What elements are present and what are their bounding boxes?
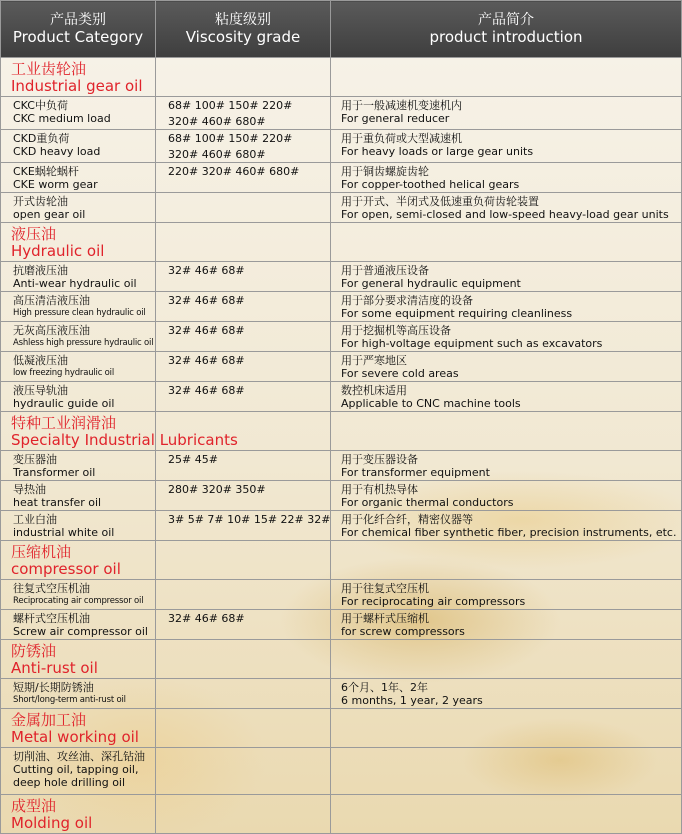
product-intro-en: For organic thermal conductors	[341, 496, 514, 509]
header-intro	[331, 1, 682, 58]
viscosity-grade-line: 32# 46# 68#	[168, 264, 245, 277]
product-name-cn: 螺杆式空压机油	[13, 612, 90, 625]
section-intro-cell	[331, 709, 682, 748]
section-title-cell	[1, 795, 156, 834]
product-name-cell	[1, 130, 156, 163]
section-header-row	[1, 223, 682, 262]
product-name-cn: 低凝液压油	[13, 354, 68, 367]
product-intro-en: For chemical fiber synthetic fiber, precision instruments, etc.	[341, 526, 677, 539]
viscosity-grade-line: 32# 46# 68#	[168, 354, 245, 367]
viscosity-grade-line: 320# 460# 680#	[168, 148, 266, 161]
product-name-cn: CKD重负荷	[13, 132, 70, 145]
section-title-en: Metal working oil	[11, 728, 139, 746]
product-name-en: High pressure clean hydraulic oil	[13, 308, 146, 318]
product-intro-cn: 用于螺杆式压缩机	[341, 612, 429, 625]
viscosity-grade-cell	[156, 130, 331, 163]
product-intro-cell	[331, 193, 682, 223]
section-title-cn: 成型油	[11, 797, 57, 815]
product-intro-cn: 数控机床适用	[341, 384, 407, 397]
product-intro-en: For transformer equipment	[341, 466, 490, 479]
table-body	[1, 58, 682, 834]
product-name-cn: 工业白油	[13, 513, 57, 526]
product-name-en: Ashless high pressure hydraulic oil	[13, 338, 154, 348]
product-name-en: Reciprocating air compressor oil	[13, 596, 144, 606]
product-name-en: CKC medium load	[13, 112, 111, 125]
section-intro-cell	[331, 795, 682, 834]
section-title-cn: 金属加工油	[11, 711, 87, 729]
header-category-cn: 产品类别	[50, 12, 106, 28]
product-row	[1, 292, 682, 322]
product-row	[1, 262, 682, 292]
product-intro-cell	[331, 262, 682, 292]
viscosity-grade-line: 32# 46# 68#	[168, 294, 245, 307]
product-name-en: Cutting oil, tapping oil,	[13, 763, 139, 776]
section-title-cell	[1, 58, 156, 97]
product-name-cn: 变压器油	[13, 453, 57, 466]
product-intro-cn: 用于严寒地区	[341, 354, 407, 367]
product-row	[1, 352, 682, 382]
product-intro-cn: 6个月、1年、2年	[341, 681, 428, 694]
product-intro-cn: 用于往复式空压机	[341, 582, 429, 595]
section-header-row	[1, 58, 682, 97]
section-header-row	[1, 640, 682, 679]
header-viscosity-cn: 粘度级别	[215, 12, 271, 28]
product-row	[1, 163, 682, 193]
product-intro-cn: 用于铜齿螺旋齿轮	[341, 165, 429, 178]
product-name-cell	[1, 322, 156, 352]
viscosity-grade-line: 320# 460# 680#	[168, 115, 266, 128]
product-intro-en: 6 months, 1 year, 2 years	[341, 694, 483, 707]
section-viscosity-cell	[156, 709, 331, 748]
product-name-cell	[1, 481, 156, 511]
section-title-cn: 工业齿轮油	[11, 60, 87, 78]
viscosity-grade-line: 220# 320# 460# 680#	[168, 165, 300, 178]
section-title-en: Specialty Industrial Lubricants	[11, 431, 238, 449]
product-row	[1, 580, 682, 610]
product-name-cn: 高压清洁液压油	[13, 294, 90, 307]
viscosity-grade-line: 280# 320# 350#	[168, 483, 266, 496]
product-name-cell	[1, 610, 156, 640]
product-intro-en: For high-voltage equipment such as excavators	[341, 337, 603, 350]
product-intro-en: For severe cold areas	[341, 367, 459, 380]
section-intro-cell	[331, 58, 682, 97]
product-name-cn: 无灰高压液压油	[13, 324, 90, 337]
product-name-en: Screw air compressor oil	[13, 625, 148, 638]
product-intro-cn: 用于普通液压设备	[341, 264, 429, 277]
product-intro-cell	[331, 352, 682, 382]
header-category	[1, 1, 156, 58]
product-row	[1, 679, 682, 709]
product-name-en: CKD heavy load	[13, 145, 101, 158]
product-intro-en: For general hydraulic equipment	[341, 277, 521, 290]
product-intro-cell	[331, 130, 682, 163]
product-intro-cn: 用于开式、半闭式及低速重负荷齿轮装置	[341, 195, 539, 208]
product-intro-en: For some equipment requiring cleanliness	[341, 307, 573, 320]
product-name-cell	[1, 580, 156, 610]
section-intro-cell	[331, 412, 682, 451]
header-intro-cn: 产品简介	[478, 12, 534, 28]
product-intro-en: For heavy loads or large gear units	[341, 145, 534, 158]
product-intro-cell	[331, 97, 682, 130]
section-viscosity-cell	[156, 795, 331, 834]
product-intro-cell	[331, 382, 682, 412]
viscosity-grade-cell	[156, 352, 331, 382]
product-row	[1, 130, 682, 163]
product-row	[1, 511, 682, 541]
section-header-row	[1, 541, 682, 580]
product-name-cell	[1, 292, 156, 322]
product-intro-cell	[331, 511, 682, 541]
product-intro-cell	[331, 580, 682, 610]
viscosity-grade-line: 25# 45#	[168, 453, 218, 466]
product-intro-cn: 用于有机热导体	[341, 483, 418, 496]
viscosity-grade-line: 3# 5# 7# 10# 15# 22# 32#	[168, 513, 331, 526]
product-name-cn: 短期/长期防锈油	[13, 681, 94, 694]
section-viscosity-cell	[156, 541, 331, 580]
product-row	[1, 193, 682, 223]
product-intro-cell	[331, 451, 682, 481]
product-intro-cn: 用于挖掘机等高压设备	[341, 324, 451, 337]
product-intro-cell	[331, 679, 682, 709]
section-viscosity-cell	[156, 58, 331, 97]
product-intro-cn: 用于一般减速机变速机内	[341, 99, 462, 112]
product-name-en: Transformer oil	[13, 466, 96, 479]
product-intro-cn: 用于部分要求清洁度的设备	[341, 294, 473, 307]
table-header-row	[1, 1, 682, 58]
product-row	[1, 451, 682, 481]
section-title-cn: 液压油	[11, 225, 57, 243]
product-name-cell	[1, 511, 156, 541]
product-name-cn: CKC中负荷	[13, 99, 68, 112]
product-intro-cell	[331, 610, 682, 640]
viscosity-grade-cell	[156, 679, 331, 709]
viscosity-grade-cell	[156, 748, 331, 795]
product-intro-en: For general reducer	[341, 112, 450, 125]
header-viscosity	[156, 1, 331, 58]
product-name-cn: 切削油、攻丝油、深孔钻油	[13, 750, 145, 763]
product-name-cell	[1, 97, 156, 130]
section-title-cell	[1, 541, 156, 580]
viscosity-grade-line: 32# 46# 68#	[168, 384, 245, 397]
section-title-cell	[1, 223, 156, 262]
section-intro-cell	[331, 223, 682, 262]
viscosity-grade-cell	[156, 163, 331, 193]
product-name-cell	[1, 748, 156, 795]
product-name-cn: 往复式空压机油	[13, 582, 90, 595]
product-intro-cell	[331, 163, 682, 193]
viscosity-grade-cell	[156, 382, 331, 412]
section-title-cn: 特种工业润滑油	[11, 414, 117, 432]
viscosity-grade-line: 32# 46# 68#	[168, 324, 245, 337]
section-title-en: Molding oil	[11, 814, 93, 832]
viscosity-grade-cell	[156, 97, 331, 130]
product-intro-en: For copper-toothed helical gears	[341, 178, 520, 191]
product-row	[1, 748, 682, 795]
product-row	[1, 610, 682, 640]
product-intro-en: for screw compressors	[341, 625, 465, 638]
viscosity-grade-line: 32# 46# 68#	[168, 612, 245, 625]
product-name-cn: 导热油	[13, 483, 46, 496]
product-name-cn: 液压导轨油	[13, 384, 68, 397]
product-name-cell	[1, 679, 156, 709]
product-name-en: industrial white oil	[13, 526, 115, 539]
header-viscosity-en: Viscosity grade	[185, 28, 301, 46]
viscosity-grade-cell	[156, 481, 331, 511]
product-name-cell	[1, 352, 156, 382]
product-row	[1, 481, 682, 511]
section-header-row	[1, 709, 682, 748]
product-intro-en: For open, semi-closed and low-speed heavy-load gear units	[341, 208, 669, 221]
product-name-en: CKE worm gear	[13, 178, 98, 191]
section-intro-cell	[331, 541, 682, 580]
product-name-en: Anti-wear hydraulic oil	[13, 277, 137, 290]
product-name-cn: 抗磨液压油	[13, 264, 68, 277]
header-category-en: Product Category	[12, 28, 144, 46]
header-intro-en: product introduction	[429, 28, 583, 46]
viscosity-grade-cell	[156, 292, 331, 322]
viscosity-grade-cell	[156, 322, 331, 352]
product-name-cell	[1, 163, 156, 193]
product-intro-cn	[331, 748, 681, 750]
section-header-row	[1, 412, 682, 451]
product-intro-cell	[331, 322, 682, 352]
product-name-en: low freezing hydraulic oil	[13, 368, 115, 378]
product-intro-cn: 用于变压器设备	[341, 453, 418, 466]
section-title-cell	[1, 709, 156, 748]
viscosity-grade-line: 68# 100# 150# 220#	[168, 99, 293, 112]
product-name-cell	[1, 451, 156, 481]
viscosity-grade-cell	[156, 193, 331, 223]
product-intro-cn: 用于化纤合纤，精密仪器等	[341, 513, 473, 526]
product-intro-cell	[331, 292, 682, 322]
product-name-cell	[1, 262, 156, 292]
section-viscosity-cell	[156, 640, 331, 679]
section-title-cn: 防锈油	[11, 642, 57, 660]
viscosity-grade-cell	[156, 262, 331, 292]
product-row	[1, 382, 682, 412]
product-intro-en: Applicable to CNC machine tools	[341, 397, 521, 410]
product-name-cn: CKE蜗轮蜗杆	[13, 165, 79, 178]
section-viscosity-cell	[156, 223, 331, 262]
section-header-row	[1, 795, 682, 834]
product-intro-cell	[331, 481, 682, 511]
product-row	[1, 322, 682, 352]
viscosity-grade-cell	[156, 451, 331, 481]
section-title-cell	[1, 640, 156, 679]
product-name-en: heat transfer oil	[13, 496, 102, 509]
product-name-en: hydraulic guide oil	[13, 397, 115, 410]
product-row	[1, 97, 682, 130]
section-title-en: Anti-rust oil	[11, 659, 98, 677]
product-name-cell	[1, 382, 156, 412]
viscosity-grade-cell	[156, 580, 331, 610]
product-name-cn: 开式齿轮油	[13, 195, 68, 208]
viscosity-grade-line: 68# 100# 150# 220#	[168, 132, 293, 145]
section-title-cell	[1, 412, 238, 451]
product-intro-en: For reciprocating air compressors	[341, 595, 526, 608]
viscosity-grade-cell	[156, 610, 331, 640]
section-title-cn: 压缩机油	[11, 543, 72, 561]
section-title-en: Industrial gear oil	[11, 77, 143, 95]
product-name-cell	[1, 193, 156, 223]
product-name-en-line2: deep hole drilling oil	[13, 776, 126, 789]
section-title-en: Hydraulic oil	[11, 242, 105, 260]
product-name-en: open gear oil	[13, 208, 86, 221]
product-intro-cn: 用于重负荷或大型减速机	[341, 132, 462, 145]
product-name-en: Short/long-term anti-rust oil	[13, 695, 126, 705]
section-title-en: compressor oil	[11, 560, 121, 578]
viscosity-grade-cell	[156, 511, 331, 541]
product-intro-cell	[331, 748, 682, 795]
section-intro-cell	[331, 640, 682, 679]
